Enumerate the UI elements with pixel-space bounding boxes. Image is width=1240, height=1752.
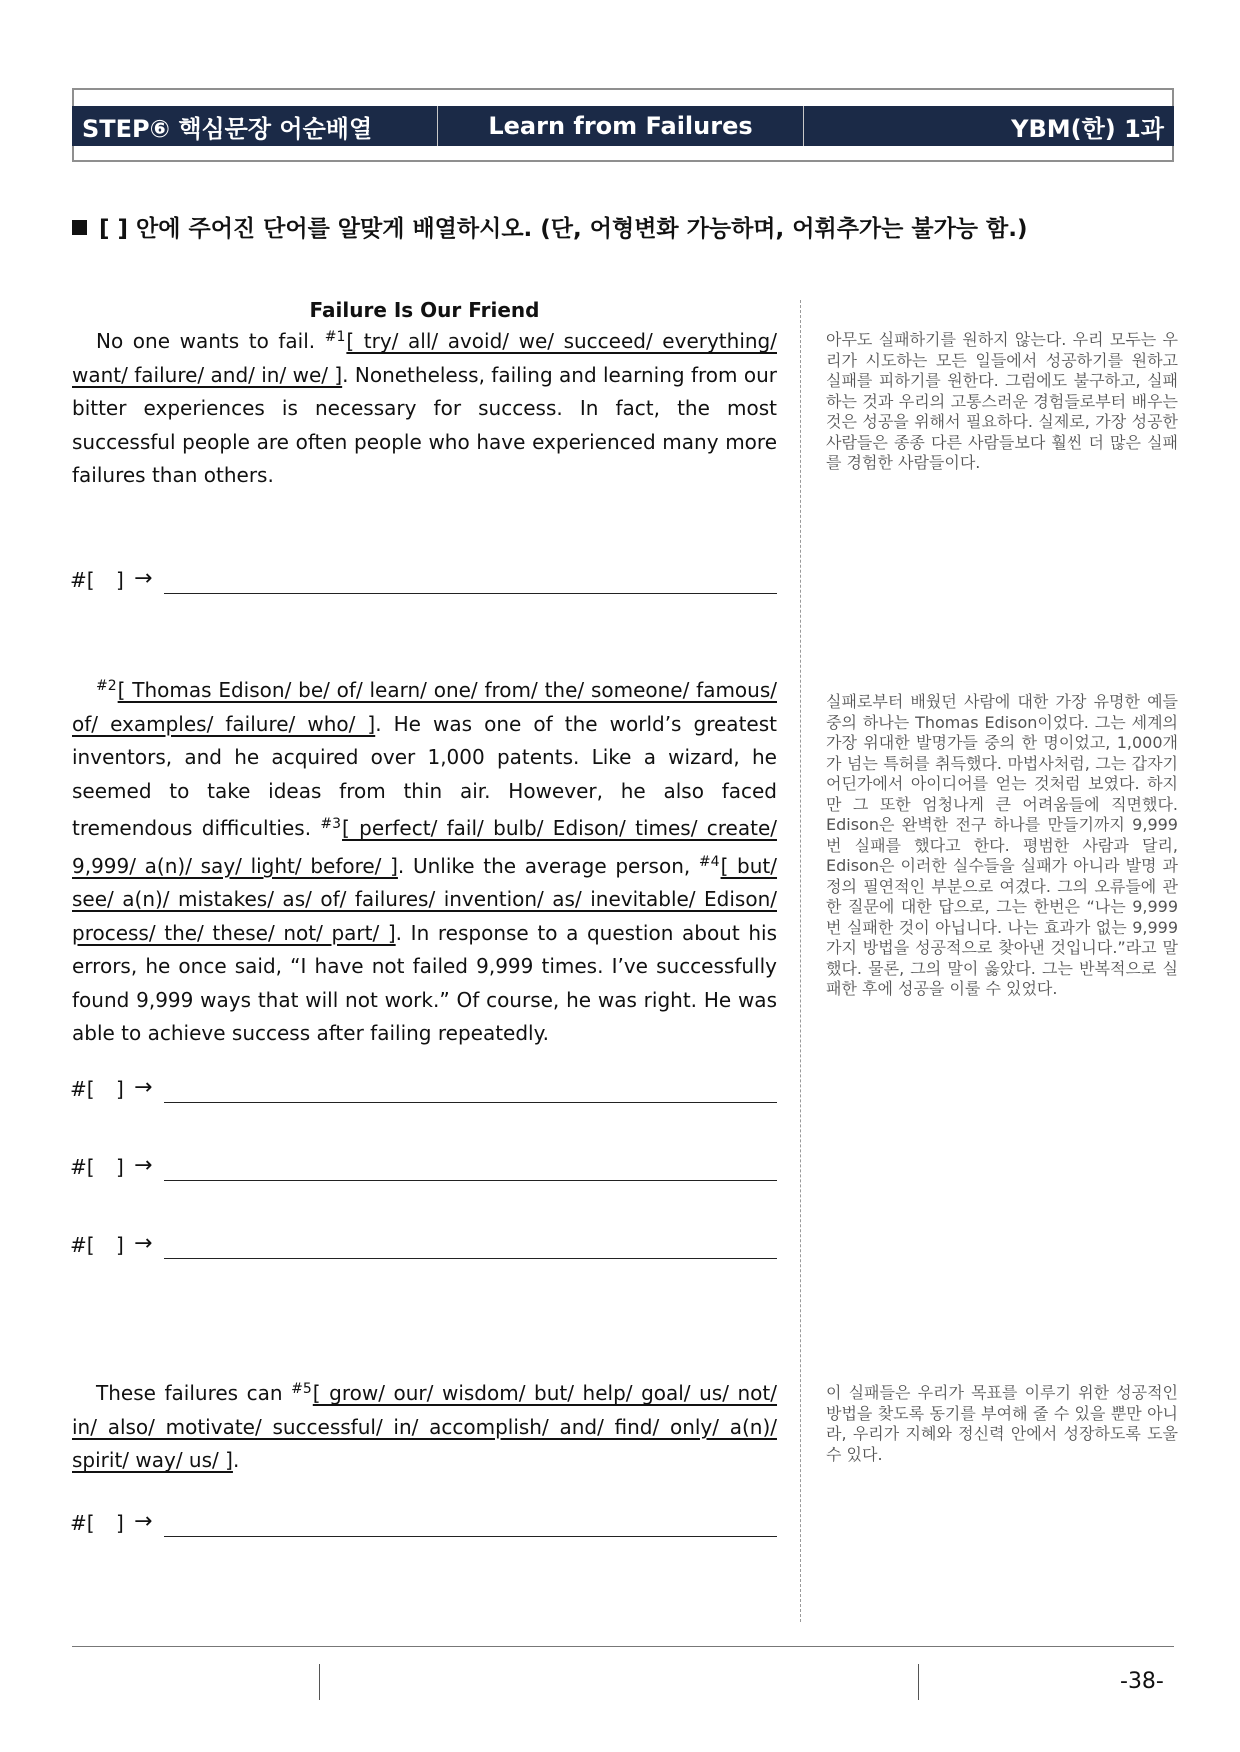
passage-text: . xyxy=(232,1448,240,1472)
answer-blank[interactable] xyxy=(164,1180,777,1181)
translation-2: 실패로부터 배웠던 사람에 대한 가장 유명한 예들 중의 하나는 Thomas Edison이었다. 그는 세계의 가장 위대한 발명가들 중의 한 명이었고, 1,000개가 넘는 특허를 취득했다. 마법사처럼, 그는 갑자기 어딘가에서 아이디어를 얻는 것처럼 보였다. 하지만 그 또한 엄청나게 큰 어려움들에 직면했다. Edison은 완벽한 전구 하나를 만들기까지 9,999번 실패를 했다고 한다. 평범한 사람과 달리, Edison은 이러한 실수들을 실패가 아니라 발명 과정의 필연적인 부분으로 여겼다. 그의 오류들에 관한 질문에 대한 답으로, 그는 한번은 “나는 9,999번 실패한 것이 아닙니다. 나는 효과가 없는 9,999가지 방법을 성공적으로 찾아낸 것입니다.”라고 말했다. 물론, 그의 말이 옳았다. 그는 반복적으로 실패한 후에 성공을 이룰 수 있었다. xyxy=(826,692,1178,998)
passage-text: . He was one of the world’s greatest inventors, and he acquired over 1,000 patents. Like a wizard, he seemed to take ideas from thin air. However, he also faced tremendous difficulties. xyxy=(72,711,777,840)
answer-line[interactable] xyxy=(70,1509,780,1537)
header-bar xyxy=(72,106,1174,146)
passage-text: . Nonetheless, failing and learning from our bitter experiences is necessary for success. In fact, the most successful people are often people who have experienced many more failures than others. xyxy=(72,362,778,487)
answer-bracket-close: ] xyxy=(116,1511,124,1535)
answer-label: #[ xyxy=(70,1077,95,1101)
footer-divider xyxy=(319,1664,320,1700)
square-bullet-icon xyxy=(72,220,87,235)
footer-divider xyxy=(918,1664,919,1700)
answer-line[interactable] xyxy=(70,1153,780,1181)
instruction xyxy=(72,210,1182,243)
answer-blank[interactable] xyxy=(164,1102,777,1103)
column-divider xyxy=(800,300,801,1622)
translation-3: 이 실패들은 우리가 목표를 이루기 위한 성공적인 방법을 찾도록 동기를 부여해 줄 수 있을 뿐만 아니라, 우리가 지혜와 정신력 안에서 성장하도록 도울 수 있다. xyxy=(826,1383,1178,1464)
answer-line[interactable] xyxy=(70,1231,780,1259)
arrow-icon: → xyxy=(134,1231,153,1256)
passage-paragraph-3 xyxy=(72,1373,777,1478)
arrow-icon: → xyxy=(134,566,153,591)
answer-label: #[ xyxy=(70,568,95,592)
word-scramble-4: [ but/ see/ a(n)/ mistakes/ as/ of/ failures/ invention/ as/ inevitable/ Edison/ process/ the/ these/ not/ part/ ] xyxy=(72,853,778,945)
arrow-icon: → xyxy=(134,1509,153,1534)
word-scramble-2: [ Thomas Edison/ be/ of/ learn/ one/ from/ the/ someone/ famous/ of/ examples/ failure/ who/ ] xyxy=(72,678,777,736)
arrow-icon: → xyxy=(134,1075,153,1100)
question-marker: #3 xyxy=(320,816,342,832)
passage-text: These failures can xyxy=(96,1381,292,1405)
passage-text: . Unlike the average person, xyxy=(397,853,699,878)
answer-label: #[ xyxy=(70,1511,95,1535)
passage-text: . In response to a question about his errors, he once said, “I have not failed 9,999 times. I’ve successfully found 9,999 ways that will not work.” Of course, he was right. He was able to achieve success after failing repeatedly. xyxy=(72,920,777,1045)
answer-line[interactable] xyxy=(70,566,780,594)
answer-label: #[ xyxy=(70,1155,95,1179)
question-marker: #4 xyxy=(698,853,720,870)
source-label: YBM(한) 1과 xyxy=(1011,114,1164,143)
passage-text: No one wants to fail. xyxy=(96,329,325,353)
answer-blank[interactable] xyxy=(164,593,777,594)
answer-blank[interactable] xyxy=(164,1258,777,1259)
question-marker: #5 xyxy=(291,1381,312,1397)
answer-line[interactable] xyxy=(70,1075,780,1103)
word-scramble-3: [ perfect/ fail/ bulb/ Edison/ times/ create/ 9,999/ a(n)/ say/ light/ before/ ] xyxy=(72,816,777,878)
instruction-text: [ ] 안에 주어진 단어를 알맞게 배열하시오. (단, 어형변화 가능하며, 어휘추가는 불가능 함.) xyxy=(99,216,1028,242)
translation-1: 아무도 실패하기를 원하지 않는다. 우리 모두는 우리가 시도하는 모든 일들에서 성공하기를 원하고 실패를 피하기를 원한다. 그럼에도 불구하고, 실패하는 것과 우리의 고통스러운 경험들로부터 배우는 것은 성공을 위해서 필요하다. 실제로, 가장 성공한 사람들은 종종 다른 사람들보다 훨씬 더 많은 실패를 경험한 사람들이다. xyxy=(826,330,1178,472)
answer-blank[interactable] xyxy=(164,1536,777,1537)
answer-label: #[ xyxy=(70,1233,95,1257)
word-scramble-5: [ grow/ our/ wisdom/ but/ help/ goal/ us/ not/ in/ also/ motivate/ successful/ in/ accomplish/ and/ find/ only/ a(n)/ spirit/ way/ us/ ] xyxy=(72,1381,778,1472)
question-marker: #2 xyxy=(96,678,117,694)
answer-bracket-close: ] xyxy=(116,1077,124,1101)
word-scramble-1: [ try/ all/ avoid/ we/ succeed/ everything/ want/ failure/ and/ in/ we/ ] xyxy=(72,329,777,387)
answer-bracket-close: ] xyxy=(116,1233,124,1257)
lesson-title: Learn from Failures xyxy=(438,106,804,146)
step-label: STEP⑥ 핵심문장 어순배열 xyxy=(72,106,438,146)
story-title: Failure Is Our Friend xyxy=(309,298,540,322)
page-number: -38- xyxy=(1120,1669,1164,1694)
footer-rule xyxy=(72,1646,1174,1647)
answer-bracket-close: ] xyxy=(116,568,124,592)
question-marker: #1 xyxy=(324,329,346,345)
arrow-icon: → xyxy=(134,1153,153,1178)
passage-paragraph-1 xyxy=(72,321,777,493)
passage-paragraph-2 xyxy=(72,670,777,1051)
answer-bracket-close: ] xyxy=(116,1155,124,1179)
